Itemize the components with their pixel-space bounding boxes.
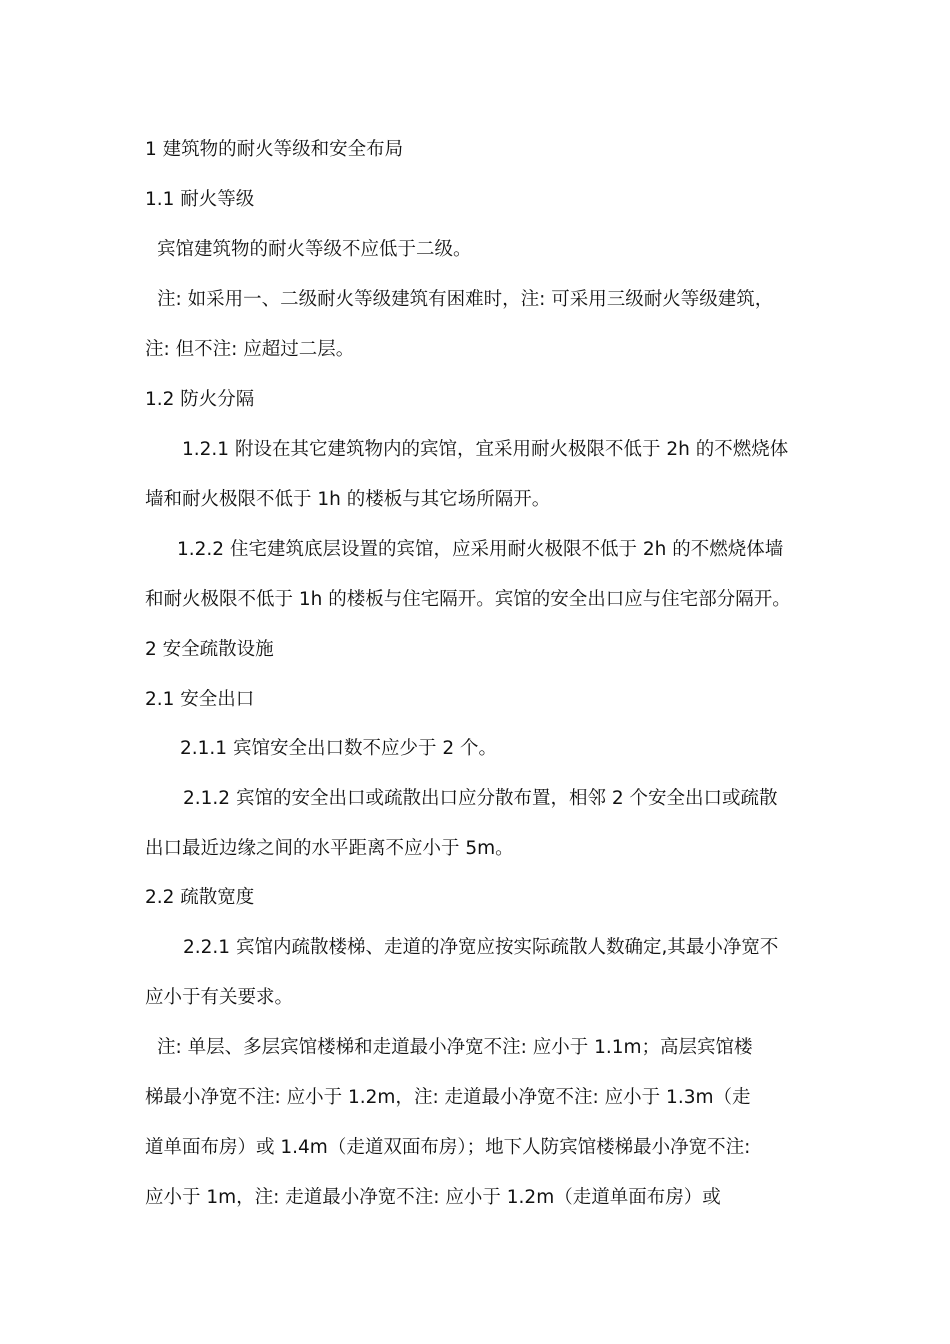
paragraph-line: 墙和耐火极限不低于 1h 的楼板与其它场所隔开。 bbox=[145, 489, 551, 510]
paragraph-line: 2.2.1 宾馆内疏散楼梯、走道的净宽应按实际疏散人数确定,其最小净宽不 bbox=[183, 937, 779, 958]
paragraph-line: 和耐火极限不低于 1h 的楼板与住宅隔开。宾馆的安全出口应与住宅部分隔开。 bbox=[145, 589, 791, 610]
subsection-heading: 1.1 耐火等级 bbox=[145, 189, 255, 210]
paragraph-line: 宾馆建筑物的耐火等级不应低于二级。 bbox=[157, 239, 472, 260]
note-line: 注: 但不注: 应超过二层。 bbox=[145, 339, 355, 360]
section-heading: 1 建筑物的耐火等级和安全布局 bbox=[145, 139, 404, 160]
paragraph-line: 1.2.1 附设在其它建筑物内的宾馆，宜采用耐火极限不低于 2h 的不燃烧体 bbox=[182, 439, 789, 460]
note-line: 梯最小净宽不注: 应小于 1.2m，注: 走道最小净宽不注: 应小于 1.3m（走 bbox=[145, 1087, 751, 1108]
subsection-heading: 1.2 防火分隔 bbox=[145, 389, 255, 410]
paragraph-line: 2.1.2 宾馆的安全出口或疏散出口应分散布置，相邻 2 个安全出口或疏散 bbox=[183, 788, 778, 809]
note-line: 注: 如采用一、二级耐火等级建筑有困难时，注: 可采用三级耐火等级建筑， bbox=[157, 289, 774, 310]
note-line: 应小于 1m，注: 走道最小净宽不注: 应小于 1.2m（走道单面布房）或 bbox=[145, 1187, 721, 1208]
note-line: 注: 单层、多层宾馆楼梯和走道最小净宽不注: 应小于 1.1m；高层宾馆楼 bbox=[157, 1037, 753, 1058]
subsection-heading: 2.1 安全出口 bbox=[145, 689, 255, 710]
note-line: 道单面布房）或 1.4m（走道双面布房）；地下人防宾馆楼梯最小净宽不注: bbox=[145, 1137, 751, 1158]
paragraph-line: 出口最近边缘之间的水平距离不应小于 5m。 bbox=[145, 838, 514, 859]
paragraph-line: 1.2.2 住宅建筑底层设置的宾馆，应采用耐火极限不低于 2h 的不燃烧体墙 bbox=[177, 539, 784, 560]
subsection-heading: 2.2 疏散宽度 bbox=[145, 887, 255, 908]
section-heading: 2 安全疏散设施 bbox=[145, 639, 274, 660]
paragraph-line: 应小于有关要求。 bbox=[145, 987, 294, 1008]
paragraph-line: 2.1.1 宾馆安全出口数不应少于 2 个。 bbox=[180, 738, 497, 759]
